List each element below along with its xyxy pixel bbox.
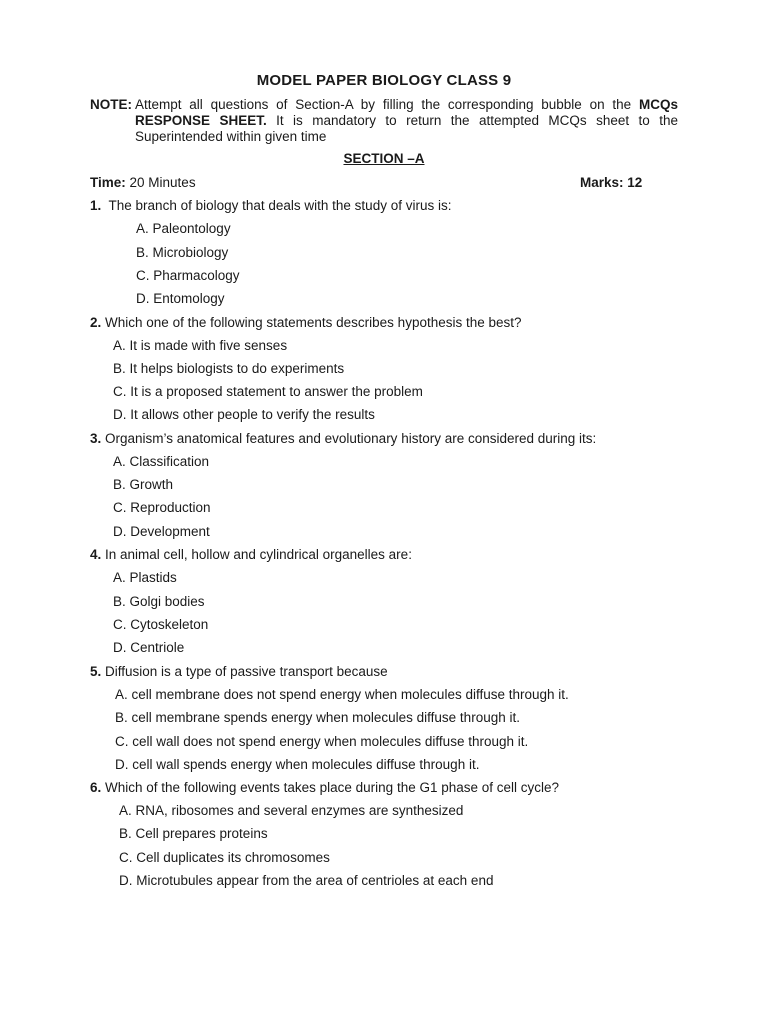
question-text: In animal cell, hollow and cylindrical organelles are:: [105, 547, 412, 562]
time-value: 20 Minutes: [129, 175, 196, 190]
question-2: [90, 315, 522, 330]
question-number: 2.: [90, 315, 102, 330]
note-text-bold: MCQs RESPONSE SHEET.: [135, 97, 678, 128]
option-6a: A. RNA, ribosomes and several enzymes are synthesized: [119, 803, 464, 818]
note-text-pre: Attempt all questions of Section-A by filling the corresponding bubble on the: [135, 97, 632, 112]
option-5b: B. cell membrane spends energy when molecules diffuse through it.: [115, 710, 520, 725]
option-5c: C. cell wall does not spend energy when molecules diffuse through it.: [115, 734, 529, 749]
option-4a: A. Plastids: [113, 570, 177, 585]
question-3: [90, 431, 596, 446]
note-label: NOTE:: [90, 97, 132, 112]
question-text: The branch of biology that deals with the study of virus is:: [108, 198, 452, 213]
section-heading: SECTION –A: [343, 151, 425, 166]
marks-value: 12: [627, 175, 643, 190]
option-6b: B. Cell prepares proteins: [119, 826, 268, 841]
question-text: Which of the following events takes place during the G1 phase of cell cycle?: [105, 780, 560, 795]
option-3b: B. Growth: [113, 477, 174, 492]
option-1d: D. Entomology: [136, 291, 225, 306]
option-6d: D. Microtubules appear from the area of centrioles at each end: [119, 873, 494, 888]
option-1a: A. Paleontology: [136, 221, 231, 236]
option-6c: C. Cell duplicates its chromosomes: [119, 850, 330, 865]
question-text: Diffusion is a type of passive transport because: [105, 664, 388, 679]
question-text: Which one of the following statements describes hypothesis the best?: [105, 315, 522, 330]
option-5a: A. cell membrane does not spend energy when molecules diffuse through it.: [115, 687, 569, 702]
option-3c: C. Reproduction: [113, 500, 211, 515]
question-number: 4.: [90, 547, 102, 562]
option-1b: B. Microbiology: [136, 245, 229, 260]
option-3a: A. Classification: [113, 454, 210, 469]
question-5: [90, 664, 388, 679]
question-number: 6.: [90, 780, 102, 795]
marks-label: Marks:: [580, 175, 624, 190]
time-label: Time:: [90, 175, 126, 190]
option-2c: C. It is a proposed statement to answer the problem: [113, 384, 423, 399]
option-2d: D. It allows other people to verify the results: [113, 407, 375, 422]
question-1: [90, 198, 451, 213]
question-number: 1.: [90, 198, 102, 213]
marks-info: [580, 175, 642, 190]
option-1c: C. Pharmacology: [136, 268, 240, 283]
note-text-post: It is mandatory to return the attempted MCQs sheet to the Superintended within given time: [135, 113, 678, 144]
question-number: 5.: [90, 664, 102, 679]
option-4c: C. Cytoskeleton: [113, 617, 209, 632]
option-2a: A. It is made with five senses: [113, 338, 288, 353]
time-info: [90, 175, 196, 190]
question-number: 3.: [90, 431, 102, 446]
option-4d: D. Centriole: [113, 640, 185, 655]
page-title: MODEL PAPER BIOLOGY CLASS 9: [256, 72, 512, 89]
option-5d: D. cell wall spends energy when molecules diffuse through it.: [115, 757, 480, 772]
option-3d: D. Development: [113, 524, 210, 539]
note-block: [90, 97, 678, 145]
question-4: [90, 547, 412, 562]
question-text: Organism’s anatomical features and evolutionary history are considered during its:: [105, 431, 597, 446]
question-6: [90, 780, 559, 795]
option-4b: B. Golgi bodies: [113, 594, 205, 609]
note-text: [135, 97, 678, 145]
option-2b: B. It helps biologists to do experiments: [113, 361, 345, 376]
